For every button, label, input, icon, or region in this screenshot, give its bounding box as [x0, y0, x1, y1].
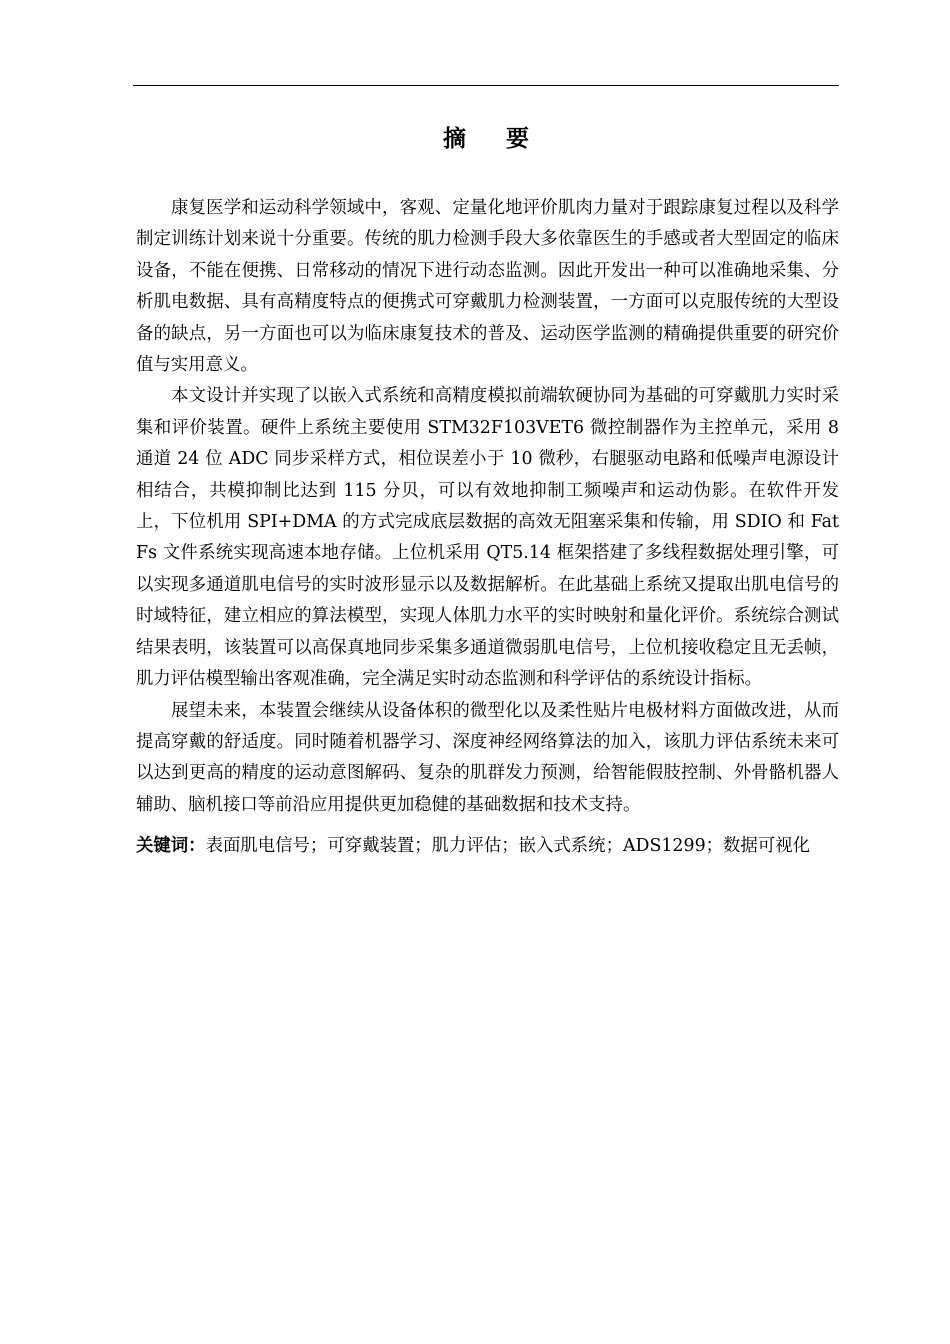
abstract-paragraph-3: 展望未来，本装置会继续从设备体积的微型化以及柔性贴片电极材料方面做改进，从而提高穿戴的舒适度。同时随着机器学习、深度神经网络算法的加入，该肌力评估系统未来可以达到更高的精度的运动意图解码、复杂的肌群发力预测，给智能假肢控制、外骨骼机器人辅助、脑机接口等前沿应用提供更加稳健的基础数据和技术支持。 [136, 700, 839, 815]
abstract-paragraph-2: 本文设计并实现了以嵌入式系统和高精度模拟前端软硬协同为基础的可穿戴肌力实时采集和评价装置。硬件上系统主要使用 STM32F103VET6 微控制器作为主控单元，采用 8 通道 24 位 ADC 同步采样方式，相位误差小于 10 微秒，右腿驱动电路和低噪声电源设计相结合，共模抑制比达到 115 分贝，可以有效地抑制工频噪声和运动伪影。在软件开发上，下位机用 SPI+DMA 的方式完成底层数据的高效无阻塞采集和传输，用 SDIO 和 FatFs 文件系统实现高速本地存储。上位机采用 QT5.14 框架搭建了多线程数据处理引擎，可以实现多通道肌电信号的实时波形显示以及数据解析。在此基础上系统又提取出肌电信号的时域特征，建立相应的算法模型，实现人体肌力水平的实时映射和量化评价。系统综合测试结果表明，该装置可以高保真地同步采集多通道微弱肌电信号，上位机接收稳定且无丢帧，肌力评估模型输出客观准确，完全满足实时动态监测和科学评估的系统设计指标。 [136, 386, 839, 690]
keywords-text: 表面肌电信号；可穿戴装置；肌力评估；嵌入式系统；ADS1299；数据可视化 [205, 836, 810, 857]
page-title [133, 124, 839, 154]
header-rule [133, 85, 839, 86]
abstract-body [136, 193, 839, 863]
keywords-label: 关键词： [136, 836, 206, 857]
abstract-paragraph-1: 康复医学和运动科学领域中，客观、定量化地评价肌肉力量对于跟踪康复过程以及科学制定训练计划来说十分重要。传统的肌力检测手段大多依靠医生的手感或者大型固定的临床设备，不能在便携、日常移动的情况下进行动态监测。因此开发出一种可以准确地采集、分析肌电数据、具有高精度特点的便携式可穿戴肌力检测装置，一方面可以克服传统的大型设备的缺点，另一方面也可以为临床康复技术的普及、运动医学监测的精确提供重要的研究价值与实用意义。 [136, 198, 839, 376]
title-char-2: 要 [506, 125, 529, 152]
title-char-1: 摘 [443, 125, 466, 152]
keywords-line [136, 831, 839, 862]
